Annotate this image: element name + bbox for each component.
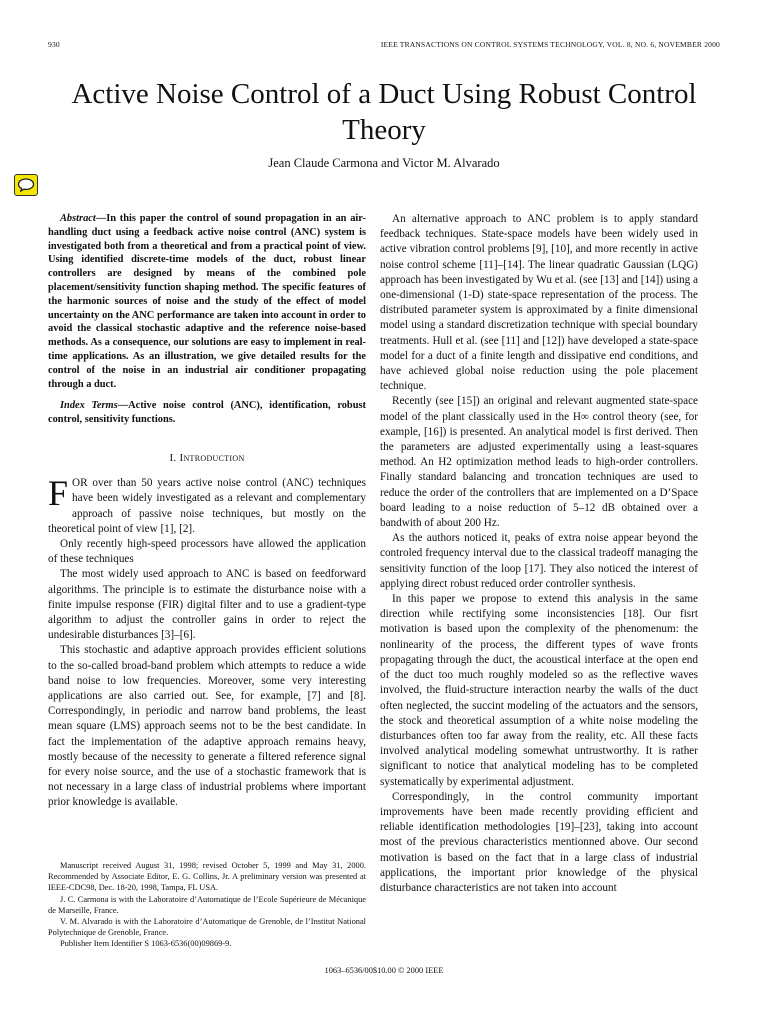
section-number: I.	[169, 451, 180, 464]
section-heading-introduction	[48, 451, 366, 466]
page-number: 930	[48, 40, 60, 49]
footnote-publisher-id: Publisher Item Identifier S 1063-6536(00)09869-9.	[60, 939, 232, 949]
footnote-author-1: J. C. Carmona is with the Laboratoire d’Automatique de l’Ecole Supérieure de Mécanique de Marseille, France.	[48, 894, 366, 915]
intro-first-word: OR	[72, 477, 88, 490]
right-paragraph-4: In this paper we propose to extend this analysis in the same direction while rectifying some inconsistencies [18]. Our fisrt motivation is based upon the complexity of the phenomenum: the nonlinearity of the process, the different types of wave fronts propagating through the duct, the acoustical interface at the open end of the duct too much roughly modeled so as the reflective waves involved, the fluid-structure interaction nearby the walls of the duct often neglected, the succint modeling of the actuators and the sensors, the stock and theoretical assumption of a white noise modeling the disturbances often too far away from the reality, etc. All these facts involved analytical modeling somewhat untrustworthy. It is rather significant to notice that analytical modeling has to be completed systematically by experimental adjustment.	[380, 593, 698, 788]
abstract-text: —In this paper the control of sound propagation in an air-handling duct using a feedback active noise control (ANC) system is investigated both from a theoretical and from a practical point of view. Using identified discrete-time models of the duct, robust linear controllers are designed by means of the combined pole placement/sensitivity function shaping method. The specific features of the harmonic sources of noise and the study of the effect of model uncertainty on the ANC performance are taken into account in order to avoid the classical stochastic adaptive and the reference noise-based methods. As a consequence, our solutions are easy to implement in real-time applications. As an illustration, we give detailed results for the control of the noise in an industrial air conditioner propagating through a duct.	[48, 213, 366, 390]
footnotes	[48, 860, 366, 950]
left-column	[48, 212, 366, 811]
index-terms-text: —Active noise control (ANC), identification, robust control, sensitivity functions.	[48, 400, 366, 426]
section-title-text: Introduction	[179, 451, 245, 464]
index-terms-label: Index Terms	[60, 400, 118, 412]
intro-p1-text: over than 50 years active noise control (ANC) techniques have been widely investigated as a relevant and complementary approach of passive noise techniques, but mostly on the theoretical point of view [1], [2].	[48, 477, 366, 535]
right-paragraph-5: Correspondingly, in the control community important improvements have been made recently providing efficient and reliable identification methodologies [19]–[23], taking into account most of the previous characteristics mentionned above. Our second motivation is based on the fact that in a large class of industrial applications, the important prior knowledge of the physical disturbance characteristics are not taken into account	[380, 790, 698, 894]
footnote-author-2: V. M. Alvarado is with the Laboratoire d’Automatique de Grenoble, de l’Institut National Polytechnique de Grenoble, France.	[48, 917, 366, 938]
intro-paragraph-1	[48, 473, 366, 537]
copyright-footer: 1063–6536/00$10.00 © 2000 IEEE	[324, 966, 444, 975]
footnote-manuscript: Manuscript received August 31, 1998; revised October 5, 1999 and May 31, 2000. Recommended by Associate Editor, E. G. Collins, Jr. A preliminary version was presented at IEEE-CDC98, Dec. 18-20, 1998, Tampa, FL USA.	[48, 861, 366, 893]
right-column	[380, 212, 698, 896]
comment-icon[interactable]	[14, 174, 38, 196]
intro-paragraph-2: Only recently high-speed processors have allowed the application of these techniques	[48, 537, 366, 566]
index-terms	[48, 399, 366, 427]
right-paragraph-3: As the authors noticed it, peaks of extra noise appear beyond the controled frequency interval due to the classical tradeoff managing the sensitivity function of the loop [17]. They also noticed the interest of applying direct robust reduced order controller synthesis.	[380, 532, 698, 590]
drop-cap: F	[48, 473, 69, 514]
journal-name: IEEE TRANSACTIONS ON CONTROL SYSTEMS TECHNOLOGY, VOL. 8, NO. 6, NOVEMBER 2000	[380, 40, 720, 49]
intro-paragraph-4: This stochastic and adaptive approach provides efficient solutions to the so-called broad-band problem which attempts to reduce a wide band noise to low frequencies. Moreover, some very interesting applications are also carried out. See, for example, [7] and [8]. Correspondingly, in periodic and narrow band problems, the least mean square (LMS) approach seems not to be the best candidate. In fact the implementation of the adaptive approach remains heavy, mostly because of the necessity to generate a filtered reference signal for every noise source, and the use of a stochastic framework that is not necessary in a large class of industrial problems where important prior knowledge is available.	[48, 644, 366, 809]
intro-paragraph-3: The most widely used approach to ANC is based on feedforward algorithms. The principle is to estimate the disturbance noise with a finite impulse response (FIR) digital filter and to use a gradient-type algorithm to adjust the controller gains in order to reject the undesirable disturbances [3]–[6].	[48, 568, 366, 642]
paper-title: Active Noise Control of a Duct Using Robust Control Theory	[71, 78, 697, 146]
abstract	[48, 212, 366, 391]
right-paragraph-1: An alternative approach to ANC problem is to apply standard feedback techniques. State-space models have been widely used in active vibration control problems [9], [10], and more recently in active noise control scheme [11]–[14]. The linear quadratic Gaussian (LQG) approach has been investigated by Wu et al. (see [13] and [14]) using a one-dimensional (1-D) state-space representation of the process. The distributed parameter system is approximated by a finite dimensional model using a standard discretization technique with special boundary treatments. Hull et al. (see [11] and [12]) have developed a state-space model for a duct of a finite length and dissipative end conditions, and have achieved global noise reduction using the pole placement technique.	[380, 213, 698, 393]
paper-authors: Jean Claude Carmona and Victor M. Alvarado	[268, 156, 500, 170]
right-paragraph-2: Recently (see [15]) an original and relevant augmented state-space model of the plant classically used in the H∞ control theory (see, for example, [16]) is presented. An analytical model is first derived. Then the parameters are adjusted experimentally using a least-squares method. An H2 optimization method leads to high-order controllers. Finally standard balancing and troncation techniques are used to reduce the order of the controllers that are implemented on a D’Space board leading to a noise reduction of 5–12 dB obtained over a bandwith of about 200 Hz.	[380, 395, 698, 530]
abstract-label: Abstract	[60, 213, 96, 224]
